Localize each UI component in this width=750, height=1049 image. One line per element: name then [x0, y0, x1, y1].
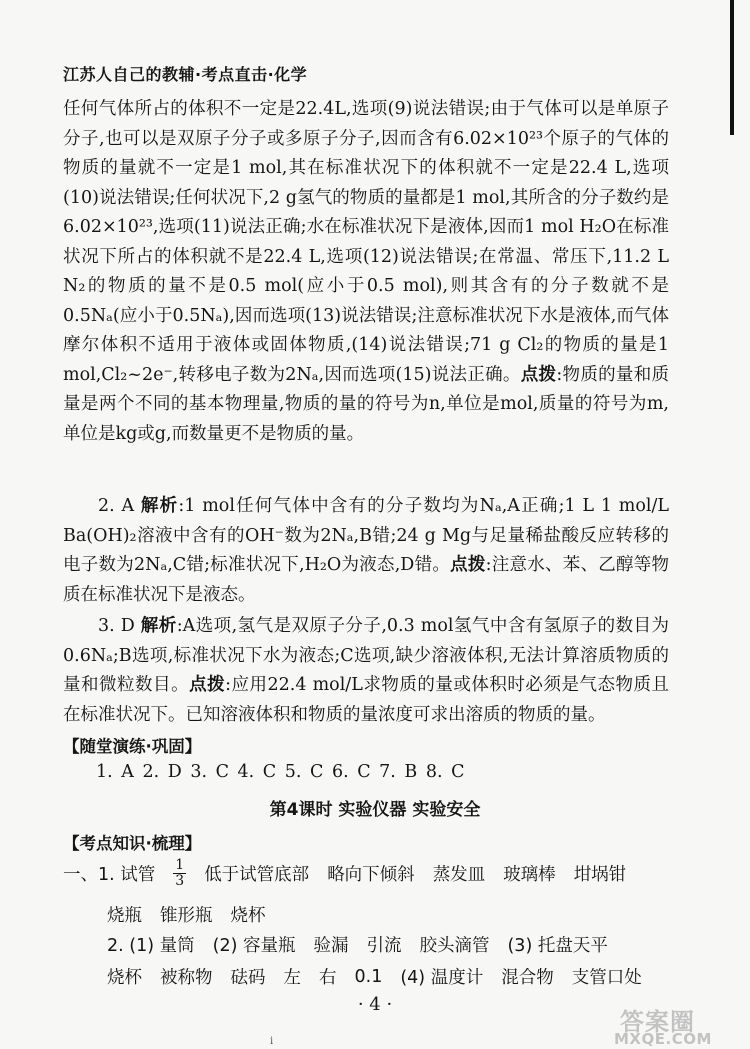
- fill-item: 胶头滴管: [419, 936, 490, 956]
- fill-item: 支管口处: [571, 968, 642, 988]
- fill-item: 验漏: [313, 936, 349, 956]
- fill-item: 锥形瓶: [160, 906, 213, 926]
- fill-item: 烧瓶: [107, 906, 142, 926]
- watermark-text: 答案圈: [620, 1008, 695, 1036]
- continuation-text: 任何气体所占的体积不一定是22.4L,选项(9)说法错误;由于气体可以是单原子分子,也可以是双原子分子或多原子分子,因而含有6.02×10²³个原子的气体的物质的量就不一定是1 mol,其在标准状况下的体积就不一定是22.4 L,选项(10)说法错误;任何状况下,2 g氢气的物质的量都是1 mol,其所含的分子数约是6.02×10²³,选项(11)说法正确;水在标准状况下是液体,因而1 mol H₂O在标准状况下所占的体积就不是22.4 L,选项(12)说法错误;在常温、常压下,11.2 L N₂的物质的量不是0.5 mol(应小于0.5 mol),则其含有的分子数就不是0.5Nₐ(应小于0.5Nₐ),因而选项(13)说法错误;注意标准状况下水是液体,而气体摩尔体积不适用于液体或固体物质,(14)说法错误;71 g Cl₂的物质的量是1 mol,Cl₂~2e⁻,转移电子数为2Nₐ,因而选项(15)说法正确。: [63, 99, 669, 385]
- fill-line-1: [63, 858, 644, 889]
- question-3-explanation: [63, 612, 669, 730]
- answer-key: 1. A 2. D 3. C 4. C 5. C 6. C 7. B 8. C: [96, 762, 465, 782]
- q3-tip-label: 点拨: [189, 675, 226, 695]
- fill-item: (4) 温度计: [400, 968, 484, 988]
- page-edge-bar: [730, 0, 734, 135]
- fraction-denominator: 3: [175, 873, 185, 889]
- fraction-one-third: [173, 858, 186, 889]
- fill-item: 混合物: [501, 968, 554, 988]
- fraction-numerator: 1: [175, 857, 185, 873]
- q3-analysis-label: 解析: [140, 616, 177, 636]
- fill-item: 低于试管底部: [204, 865, 310, 885]
- continuation-tip: :物质的量和质量是两个不同的基本物理量,物质的量的符号为n,单位是mol,质量的符号为m,单位是kg或g,而数量更不是物质的量。: [63, 364, 669, 444]
- fill-line-2: [107, 902, 284, 927]
- fill-prefix: 一、1. 试管: [63, 865, 156, 885]
- fill-item: 砝码: [230, 968, 266, 988]
- fill-item: 烧杯: [107, 968, 142, 988]
- q3-analysis: :A选项,氢气是双原子分子,0.3 mol氢气中含有氢原子的数目为0.6Nₐ;B选项,标准状况下水为液态;C选项,缺少溶液体积,无法计算溶质物质的量和微粒数目。: [63, 616, 669, 695]
- section-label-knowledge: 【考点知识·梳理】: [63, 834, 202, 853]
- fill-item: 坩埚钳: [573, 865, 627, 885]
- section-label-consolidate: 【随堂演练·巩固】: [63, 737, 202, 756]
- fill-item: 略向下倾斜: [327, 865, 415, 885]
- fill-line-4: [107, 964, 660, 989]
- running-header: 江苏人自己的教辅·考点直击·化学: [63, 65, 308, 84]
- fill-line-3: [107, 932, 626, 957]
- q3-answer: 3. D: [98, 616, 141, 636]
- fill-item: 烧杯: [230, 906, 266, 926]
- fill-item: (3) 托盘天平: [507, 936, 608, 956]
- lesson-title: 第4课时 实验仪器 实验安全: [269, 800, 481, 820]
- question-2-explanation: [63, 492, 669, 610]
- watermark-logo: [612, 1002, 738, 1048]
- fill-item: 右: [319, 968, 337, 988]
- q2-tip-label: 点拨: [450, 555, 486, 575]
- fill-item: 引流: [366, 936, 402, 956]
- q2-answer: 2. A: [98, 496, 141, 516]
- fill-item: 被称物: [160, 968, 213, 988]
- fill-item: (2) 容量瓶: [212, 936, 296, 956]
- fill-item: 2. (1) 量筒: [107, 936, 195, 956]
- q2-analysis: :1 mol任何气体中含有的分子数均为Nₐ,A正确;1 L 1 mol/L Ba(OH)₂溶液中含有的OH⁻数为2Nₐ,B错;24 g Mg与足量稀盐酸反应转移的电子数为2Nₐ,C错;标准状况下,H₂O为液态,D错。: [63, 496, 669, 575]
- fill-item: 蒸发皿: [432, 865, 486, 885]
- q3-tip: :应用22.4 mol/L求物质的量或体积时必须是气态物质且在标准状况下。已知溶液体积和物质的量浓度可求出溶质的物质的量。: [63, 675, 670, 725]
- fill-item: 0.1: [354, 966, 383, 987]
- fill-item: 玻璃棒: [503, 865, 556, 885]
- fill-item: 左: [283, 968, 301, 988]
- watermark-domain: MXQE.COM: [614, 1030, 712, 1048]
- tip-label: 点拨: [520, 364, 557, 385]
- q2-analysis-label: 解析: [140, 496, 179, 516]
- explanation-continuation: [63, 95, 669, 449]
- q2-tip: :注意水、苯、乙醇等物质在标准状况下是液态。: [63, 555, 670, 605]
- page-number: · 4 ·: [357, 994, 393, 1015]
- bottom-mark: i: [270, 1036, 274, 1047]
